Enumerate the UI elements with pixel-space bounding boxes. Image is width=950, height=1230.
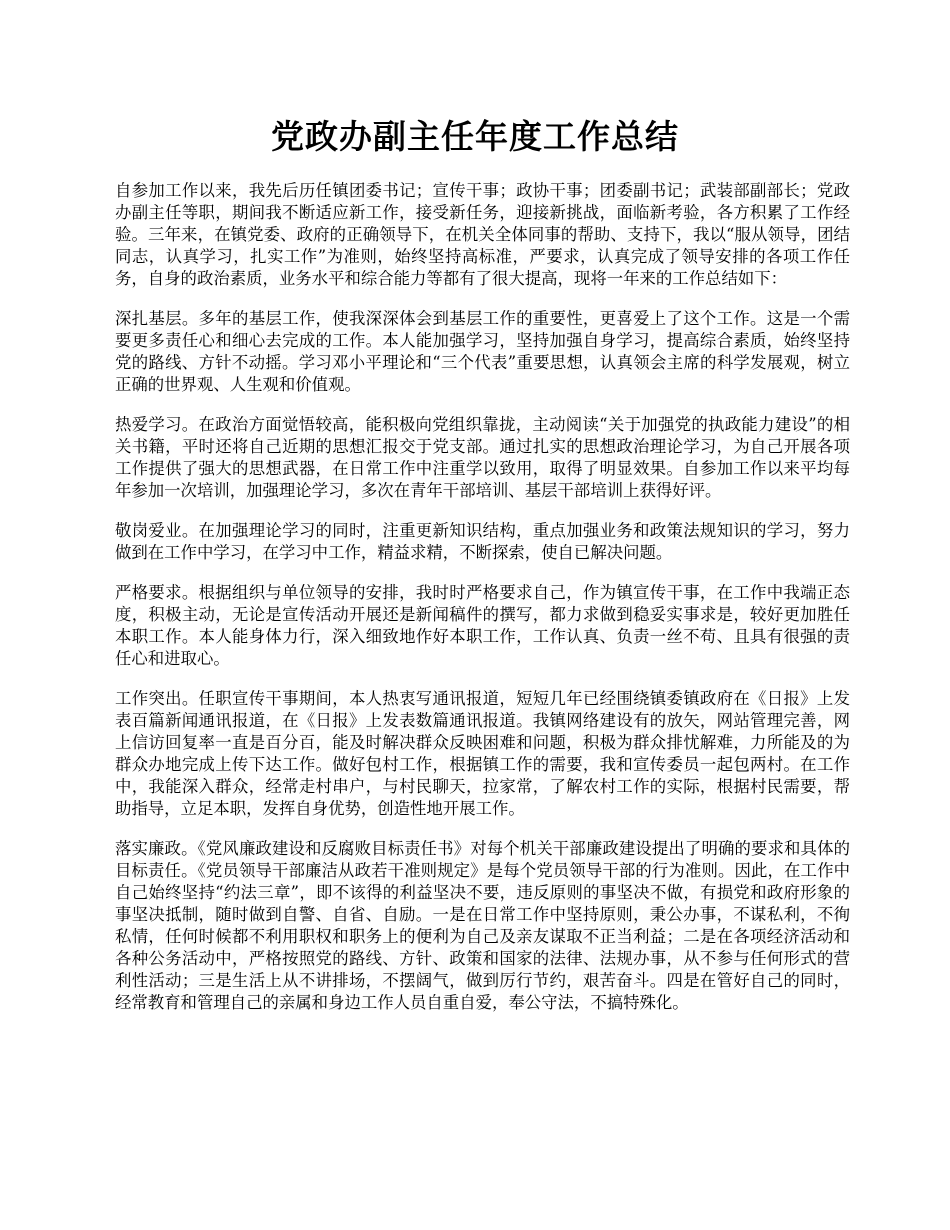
- paragraph-dedication: 敬岗爱业。在加强理论学习的同时，注重更新知识结构，重点加强业务和政策法规知识的学习，努力做到在工作中学习，在学习中工作，精益求精，不断探索，使自已解决问题。: [115, 521, 850, 562]
- document-body: [115, 180, 850, 1032]
- paragraph-intro: 自参加工作以来，我先后历任镇团委书记；宣传干事；政协干事；团委副书记；武装部副部长；党政办副主任等职，期间我不断适应新工作，接受新任务，迎接新挑战，面临新考验，各方积累了工作经验。三年来，在镇党委、政府的正确领导下，在机关全体同事的帮助、支持下，我以“服从领导，团结同志，认真学习，扎实工作”为准则，始终坚持高标准，严要求，认真完成了领导安排的各项工作任务，自身的政治素质，业务水平和综合能力等都有了很大提高，现将一年来的工作总结如下：: [115, 181, 850, 288]
- paragraph-discipline: 严格要求。根据组织与单位领导的安排，我时时严格要求自己，作为镇宣传干事，在工作中我端正态度，积极主动，无论是宣传活动开展还是新闻稿件的撰写，都力求做到稳妥实事求是，较好更加胜任本职工作。本人能身体力行，深入细致地作好本职工作，工作认真、负责一丝不苟、且具有很强的责任心和进取心。: [115, 583, 850, 668]
- paragraph-achievements: 工作突出。任职宣传干事期间，本人热衷写通讯报道，短短几年已经围绕镇委镇政府在《日报》上发表百篇新闻通讯报道，在《日报》上发表数篇通讯报道。我镇网络建设有的放矢，网站管理完善，网上信访回复率一直是百分百，能及时解决群众反映困难和问题，积极为群众排忧解难，力所能及的为群众办地完成上传下达工作。做好包村工作，根据镇工作的需要，我和宣传委员一起包两村。在工作中，我能深入群众，经常走村串户，与村民聊天，拉家常，了解农村工作的实际，根据村民需要，帮助指导，立足本职，发挥自身优势，创造性地开展工作。: [115, 689, 850, 818]
- paragraph-grassroots: 深扎基层。多年的基层工作，使我深深体会到基层工作的重要性，更喜爱上了这个工作。这是一个需要更多责任心和细心去完成的工作。本人能加强学习，坚持加强自身学习，提高综合素质，始终坚持党的路线、方针不动摇。学习邓小平理论和“三个代表”重要思想，认真领会主席的科学发展观，树立正确的世界观、人生观和价值观。: [115, 309, 850, 394]
- paragraph-study: 热爱学习。在政治方面觉悟较高，能积极向党组织靠拢，主动阅读“关于加强党的执政能力建设”的相关书籍，平时还将自己近期的思想汇报交于党支部。通过扎实的思想政治理论学习，为自己开展各项工作提供了强大的思想武器，在日常工作中注重学以致用，取得了明显效果。自参加工作以来平均每年参加一次培训，加强理论学习，多次在青年干部培训、基层干部培训上获得好评。: [115, 415, 850, 500]
- document-title: 党政办副主任年度工作总结: [271, 117, 679, 156]
- paragraph-integrity: 落实廉政。《党风廉政建设和反腐败目标责任书》对每个机关干部廉政建设提出了明确的要求和具体的目标责任。《党员领导干部廉洁从政若干准则规定》是每个党员领导干部的行为准则。因此，在工作中自己始终坚持“约法三章”，即不该得的利益坚决不要，违反原则的事坚决不做，有损党和政府形象的事坚决抵制，随时做到自警、自省、自励。一是在日常工作中坚持原则，秉公办事，不谋私利，不徇私情，任何时候都不利用职权和职务上的便利为自己及亲友谋取不正当利益；二是在各项经济活动和各种公务活动中，严格按照党的路线、方针、政策和国家的法律、法规办事，从不参与任何形式的营利性活动；三是生活上从不讲排场，不摆阔气，做到厉行节约，艰苦奋斗。四是在管好自己的同时，经常教育和管理自己的亲属和身边工作人员自重自爱，奉公守法，不搞特殊化。: [115, 839, 850, 1012]
